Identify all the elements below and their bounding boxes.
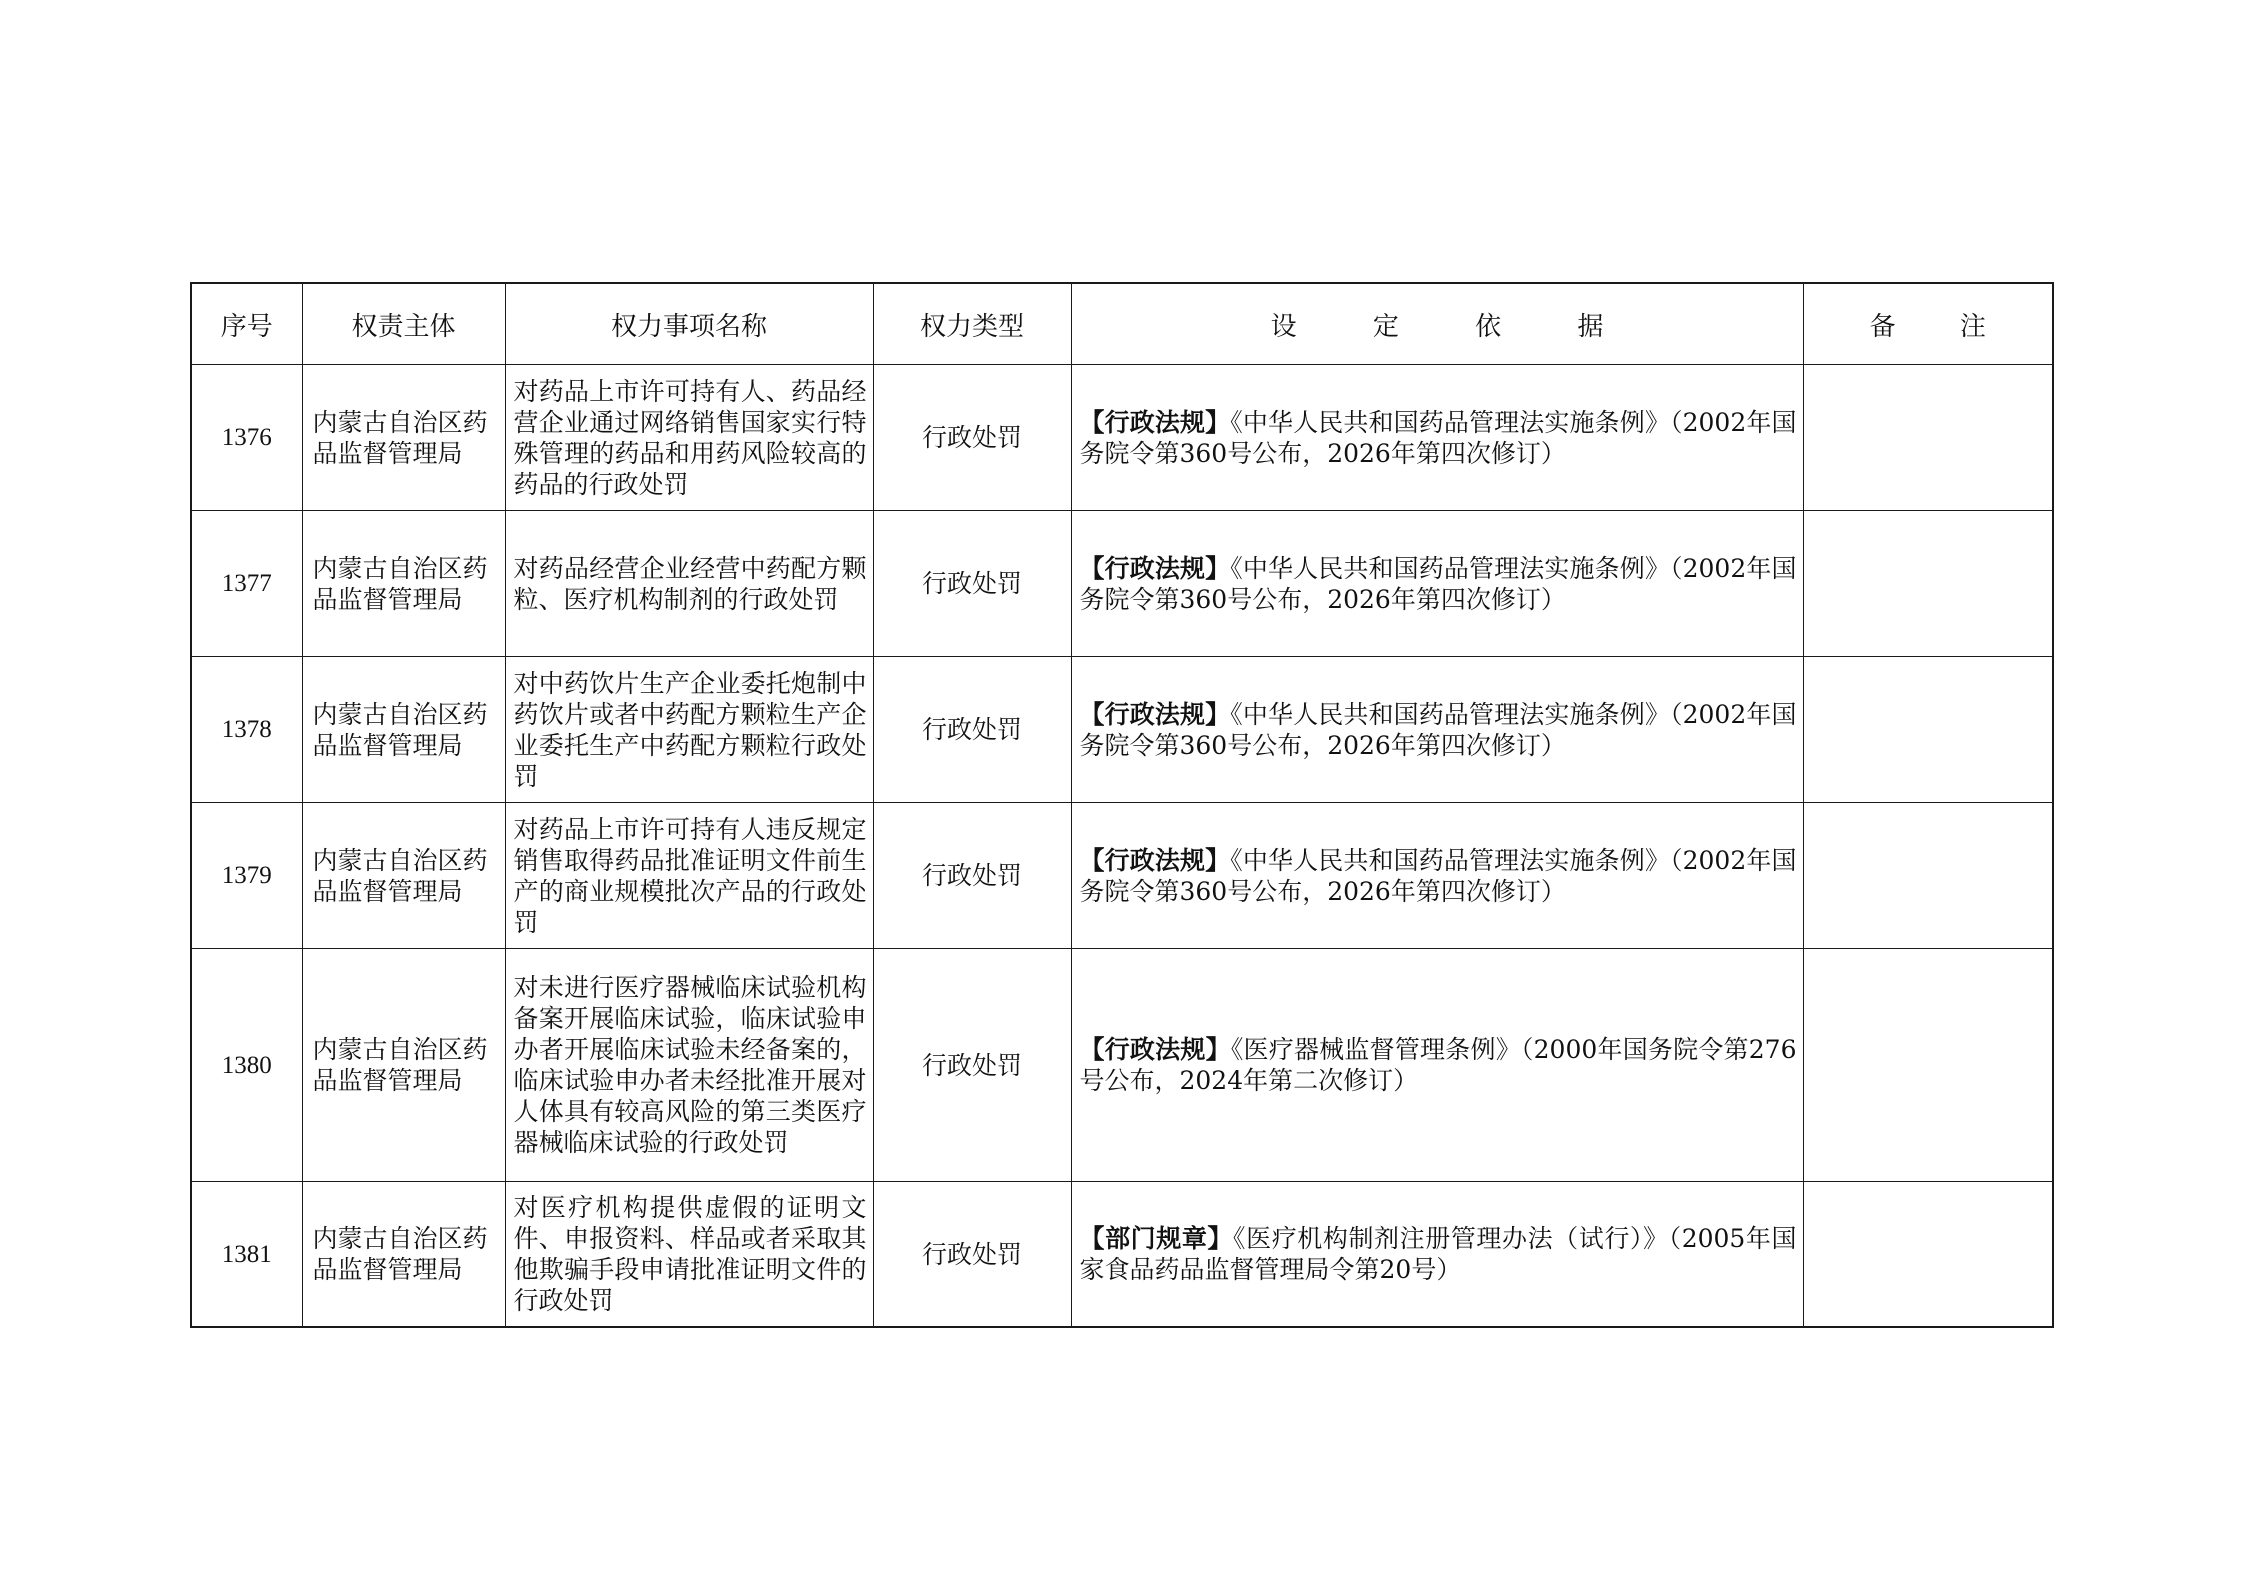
- row-power-type: 行政处罚: [873, 365, 1071, 511]
- row-subject: 内蒙古自治区药品监督管理局: [302, 657, 505, 803]
- row-remarks: [1803, 511, 2053, 657]
- table-header-row: [191, 283, 2053, 365]
- row-remarks: [1803, 803, 2053, 949]
- table-row: [191, 803, 2053, 949]
- basis-category-tag: 【行政法规】: [1079, 407, 1231, 437]
- table-row: [191, 949, 2053, 1182]
- basis-text: 《医疗器械监督管理条例》（2000年国务院令第276号公布，2024年第二次修订）: [1079, 1035, 1797, 1095]
- basis-text: 《中华人民共和国药品管理法实施条例》（2002年国务院令第360号公布，2026年第四次修订）: [1079, 845, 1797, 906]
- row-item-name: 对药品上市许可持有人违反规定销售取得药品批准证明文件前生产的商业规模批次产品的行政处罚: [505, 803, 873, 949]
- basis-category-tag: 【部门规章】: [1079, 1224, 1234, 1253]
- row-remarks: [1803, 1182, 2053, 1328]
- basis-category-tag: 【行政法规】: [1079, 699, 1231, 729]
- power-list-table: [190, 282, 2054, 1328]
- basis-category-tag: 【行政法规】: [1079, 553, 1231, 583]
- row-remarks: [1803, 365, 2053, 511]
- header-remarks: 备 注: [1803, 283, 2053, 365]
- table-row: [191, 365, 2053, 511]
- row-seq: 1376: [191, 365, 302, 511]
- row-subject: 内蒙古自治区药品监督管理局: [302, 949, 505, 1182]
- row-power-type: 行政处罚: [873, 1182, 1071, 1328]
- row-power-type: 行政处罚: [873, 511, 1071, 657]
- row-seq: 1379: [191, 803, 302, 949]
- row-legal-basis: [1071, 1182, 1803, 1328]
- row-legal-basis: [1071, 511, 1803, 657]
- row-item-name: 对中药饮片生产企业委托炮制中药饮片或者中药配方颗粒生产企业委托生产中药配方颗粒行政处罚: [505, 657, 873, 803]
- table-row: [191, 511, 2053, 657]
- basis-text: 《医疗机构制剂注册管理办法（试行）》（2005年国家食品药品监督管理局令第20号）: [1079, 1224, 1797, 1284]
- row-seq: 1378: [191, 657, 302, 803]
- table-row: [191, 657, 2053, 803]
- basis-text: 《中华人民共和国药品管理法实施条例》（2002年国务院令第360号公布，2026年第四次修订）: [1079, 553, 1797, 614]
- header-subject: 权责主体: [302, 283, 505, 365]
- row-subject: 内蒙古自治区药品监督管理局: [302, 803, 505, 949]
- row-item-name: 对药品上市许可持有人、药品经营企业通过网络销售国家实行特殊管理的药品和用药风险较高的药品的行政处罚: [505, 365, 873, 511]
- row-remarks: [1803, 657, 2053, 803]
- row-item-name: 对医疗机构提供虚假的证明文件、申报资料、样品或者采取其他欺骗手段申请批准证明文件的行政处罚: [505, 1182, 873, 1328]
- row-power-type: 行政处罚: [873, 657, 1071, 803]
- row-seq: 1381: [191, 1182, 302, 1328]
- row-legal-basis: [1071, 365, 1803, 511]
- row-power-type: 行政处罚: [873, 949, 1071, 1182]
- row-legal-basis: [1071, 803, 1803, 949]
- row-item-name: 对药品经营企业经营中药配方颗粒、医疗机构制剂的行政处罚: [505, 511, 873, 657]
- table-row: [191, 1182, 2053, 1328]
- row-item-name: 对未进行医疗器械临床试验机构备案开展临床试验，临床试验申办者开展临床试验未经备案的，临床试验申办者未经批准开展对人体具有较高风险的第三类医疗器械临床试验的行政处罚: [505, 949, 873, 1182]
- row-legal-basis: [1071, 949, 1803, 1182]
- row-power-type: 行政处罚: [873, 803, 1071, 949]
- row-subject: 内蒙古自治区药品监督管理局: [302, 1182, 505, 1328]
- header-legal-basis: 设 定 依 据: [1071, 283, 1803, 365]
- basis-category-tag: 【行政法规】: [1079, 1035, 1231, 1064]
- row-subject: 内蒙古自治区药品监督管理局: [302, 511, 505, 657]
- row-seq: 1380: [191, 949, 302, 1182]
- row-legal-basis: [1071, 657, 1803, 803]
- basis-category-tag: 【行政法规】: [1079, 845, 1231, 875]
- row-subject: 内蒙古自治区药品监督管理局: [302, 365, 505, 511]
- row-remarks: [1803, 949, 2053, 1182]
- basis-text: 《中华人民共和国药品管理法实施条例》（2002年国务院令第360号公布，2026年第四次修订）: [1079, 407, 1797, 468]
- row-seq: 1377: [191, 511, 302, 657]
- basis-text: 《中华人民共和国药品管理法实施条例》（2002年国务院令第360号公布，2026年第四次修订）: [1079, 699, 1797, 760]
- header-power-type: 权力类型: [873, 283, 1071, 365]
- header-seq: 序号: [191, 283, 302, 365]
- header-item-name: 权力事项名称: [505, 283, 873, 365]
